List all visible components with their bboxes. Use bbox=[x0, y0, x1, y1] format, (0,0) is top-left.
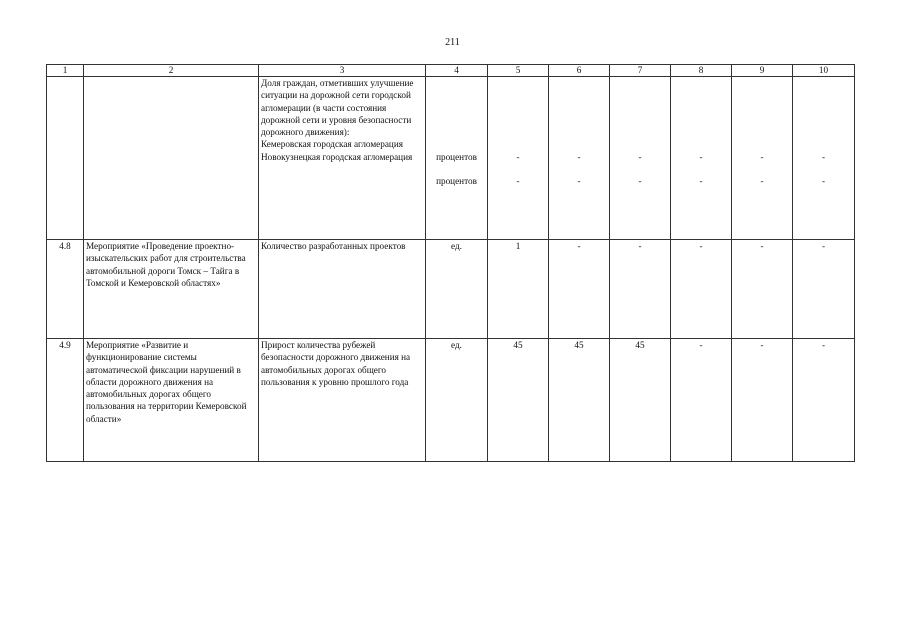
indicator-cell: Количество разработанных проектов bbox=[259, 240, 426, 339]
value-cell-10: - bbox=[793, 339, 855, 462]
unit-cell: ед. bbox=[426, 240, 488, 339]
value-cell-9: - bbox=[732, 339, 793, 462]
header-cell-1: 1 bbox=[47, 65, 84, 77]
value-cell-6: 45 bbox=[549, 339, 610, 462]
value-cell-8 bbox=[671, 77, 732, 240]
sub-item-name: Кемеровская городская агломерация bbox=[261, 139, 403, 150]
value-cell-7: 45 bbox=[610, 339, 671, 462]
value-cell-6 bbox=[549, 77, 610, 240]
value-cell-7 bbox=[610, 77, 671, 240]
header-cell-9: 9 bbox=[732, 65, 793, 77]
sub-item-value: - bbox=[577, 176, 581, 187]
value-cell-8: - bbox=[671, 339, 732, 462]
indicators-table bbox=[46, 64, 855, 462]
value-cell-8: - bbox=[671, 240, 732, 339]
sub-item-unit: процентов bbox=[436, 176, 477, 187]
value-cell-7: - bbox=[610, 240, 671, 339]
unit-cell bbox=[426, 77, 488, 240]
value-cell-9: - bbox=[732, 240, 793, 339]
table-row-4-9 bbox=[47, 339, 855, 462]
value-cell-10: - bbox=[793, 240, 855, 339]
measure-cell: Мероприятие «Проведение проектно-изыскательских работ для строительства автомобильной дороги Томск – Тайга в Томской и Кемеровской областях» bbox=[84, 240, 259, 339]
sub-item-value: - bbox=[699, 176, 703, 187]
sub-item-value: - bbox=[821, 176, 826, 187]
header-cell-5: 5 bbox=[488, 65, 549, 77]
indicator-cell: Прирост количества рубежей безопасности дорожного движения на автомобильных дорогах общего пользования к уровню прошлого года bbox=[259, 339, 426, 462]
header-cell-2: 2 bbox=[84, 65, 259, 77]
header-cell-7: 7 bbox=[610, 65, 671, 77]
measure-cell bbox=[84, 77, 259, 240]
sub-item-value: - bbox=[760, 151, 764, 162]
table-row-continuation bbox=[47, 77, 855, 240]
page-number: 211 bbox=[445, 37, 460, 48]
sub-item-value: - bbox=[760, 176, 764, 187]
header-cell-8: 8 bbox=[671, 65, 732, 77]
sub-item-value: - bbox=[638, 151, 642, 162]
value-cell-5: 45 bbox=[488, 339, 549, 462]
sub-item-unit: процентов bbox=[436, 151, 477, 162]
header-cell-6: 6 bbox=[549, 65, 610, 77]
unit-cell: ед. bbox=[426, 339, 488, 462]
sub-item-value: - bbox=[577, 151, 581, 162]
header-cell-10: 10 bbox=[793, 65, 855, 77]
value-cell-5: 1 bbox=[488, 240, 549, 339]
header-row bbox=[47, 65, 855, 77]
sub-item-value: - bbox=[638, 176, 642, 187]
table-row-4-8 bbox=[47, 240, 855, 339]
sub-item-value: - bbox=[821, 151, 826, 162]
value-cell-10 bbox=[793, 77, 855, 240]
header-cell-3: 3 bbox=[259, 65, 426, 77]
row-number-cell: 4.8 bbox=[47, 240, 84, 339]
measure-cell: Мероприятие «Развитие и функционирование системы автоматической фиксации нарушений в области дорожного движения на автомобильных дорогах общего пользования на территории Кемеровской области» bbox=[84, 339, 259, 462]
header-cell-4: 4 bbox=[426, 65, 488, 77]
value-cell-6: - bbox=[549, 240, 610, 339]
row-number-cell: 4.9 bbox=[47, 339, 84, 462]
row-number-cell bbox=[47, 77, 84, 240]
value-cell-5 bbox=[488, 77, 549, 240]
sub-item-name: Новокузнецкая городская агломерация bbox=[261, 151, 413, 162]
indicator-intro: Доля граждан, отметивших улучшение ситуации на дорожной сети городской агломерации (в части состояния дорожной сети и уровня безопасности дорожного движения): bbox=[261, 78, 414, 138]
sub-item-value: - bbox=[516, 151, 520, 162]
indicator-cell bbox=[259, 77, 426, 240]
value-cell-9 bbox=[732, 77, 793, 240]
sub-item-value: - bbox=[699, 151, 703, 162]
sub-item-value: - bbox=[516, 176, 520, 187]
